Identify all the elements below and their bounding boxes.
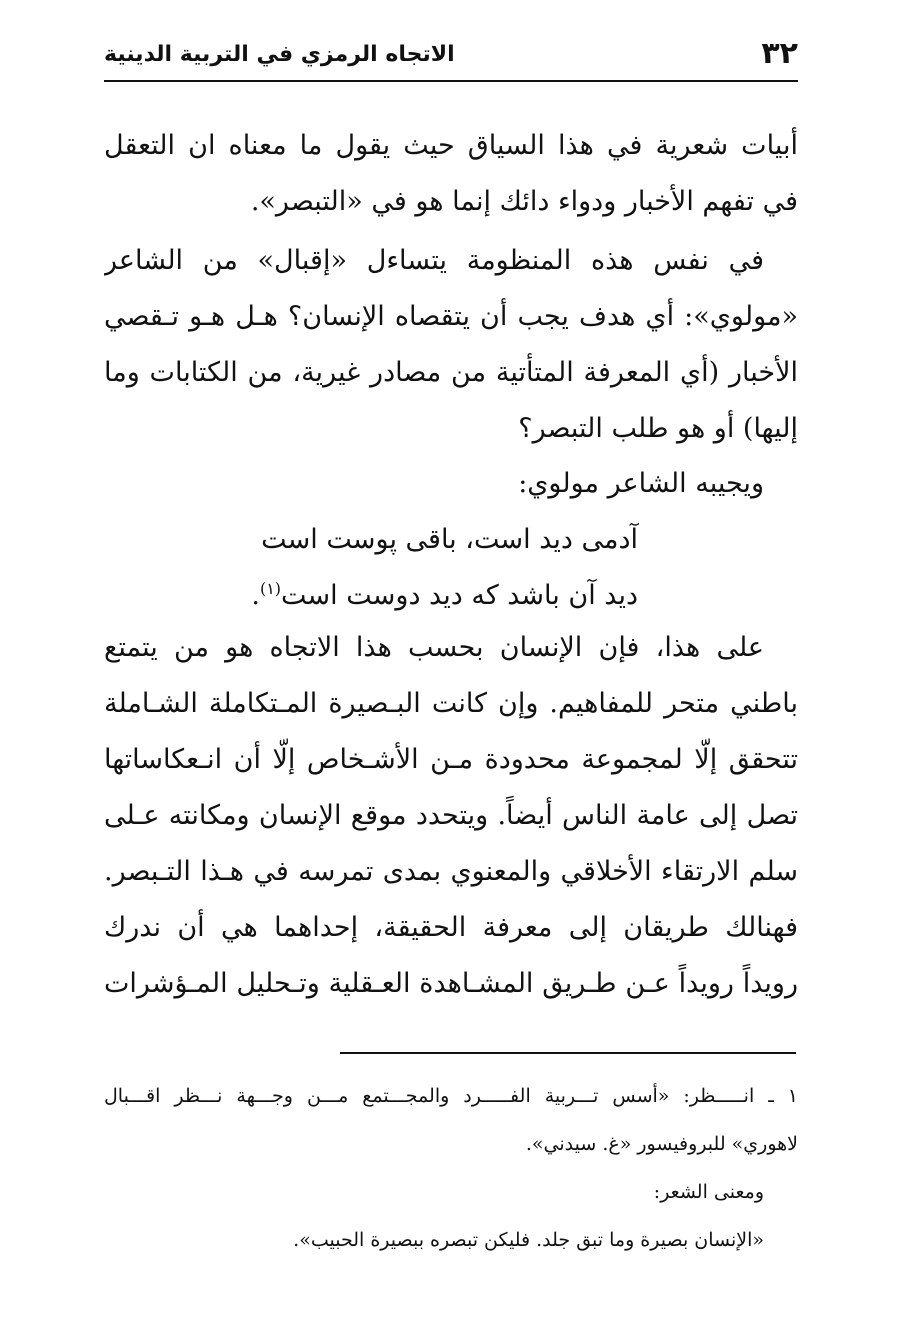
text-line: أبيات شعرية في هذا السياق حيث يقول ما معناه ان التعقل [104,130,798,161]
running-title: الاتجاه الرمزي في التربية الدينية [104,42,455,67]
text-line: في تفهم الأخبار ودواء دائك إنما هو في «التبصر». [250,186,798,217]
page-header [104,34,798,82]
persian-verse [104,512,798,624]
verse-end-mark: . [251,580,260,611]
paragraph-1 [104,118,798,230]
text-line: رويداً رويداً عـن طـريق المشـاهدة العـقلية وتـحليل المـؤشرات [104,968,798,999]
footnote-separator [340,1052,796,1054]
verse-line [104,512,798,568]
paragraph-3 [104,620,798,1012]
text-line: باطني متحر للمفاهيم. وإن كانت البـصيرة المـتكاملة الشـاملة [104,688,798,719]
verse-intro [104,456,798,512]
footnotes [104,1072,798,1264]
text-line: سلم الارتقاء الأخلاقي والمعنوي بمدى تمرسه في هـذا التـبصر. [104,856,798,887]
text-line: تصل إلى عامة الناس أيضاً. ويتحدد موقع الإنسان ومكانته عـلى [104,800,798,831]
paragraph-2 [104,233,798,457]
text-line: في نفس هذه المنظومة يتساءل «إقبال» من الشاعر [104,245,764,276]
text-line: إليها) أو هو طلب التبصر؟ [518,413,798,444]
verse-line [104,568,798,624]
footnote-line: ومعنى الشعر: [653,1181,764,1203]
verse-line-text: دید آن باشد که دید دوست است [281,580,638,611]
text-line: على هذا، فإن الإنسان بحسب هذا الاتجاه هو من يتمتع [104,632,764,663]
footnote-reference[interactable]: (١) [259,579,282,598]
verse-line-text: آدمی دید است، باقی پوست است [261,524,638,555]
page-number: ٣٢ [761,36,798,71]
footnote-line: لاهوري» للبروفيسور «غ. سيدني». [525,1133,798,1155]
footnote-line: ١ ـ انـــــظر: «أسس تـــربية الفـــــرد والمجـــتمع مـــن وجـــهة نـــظر اقـــبال [104,1085,798,1107]
text-line: ويجيبه الشاعر مولوي: [518,468,764,499]
footnote-line: «الإنسان بصيرة وما تبق جلد. فليكن تبصره ببصيرة الحبيب». [293,1229,764,1251]
text-line: تتحقق إلّا لمجموعة محدودة مـن الأشـخاص إلّا أن انـعكاساتها [104,744,798,775]
text-line: الأخبار (أي المعرفة المتأتية من مصادر غيرية، من الكتابات وما [104,357,798,388]
text-line: «مولوي»: أي هدف يجب أن يتقصاه الإنسان؟ هـل هـو تـقصي [104,301,798,332]
text-line: فهنالك طريقان إلى معرفة الحقيقة، إحداهما هي أن ندرك [104,912,798,943]
